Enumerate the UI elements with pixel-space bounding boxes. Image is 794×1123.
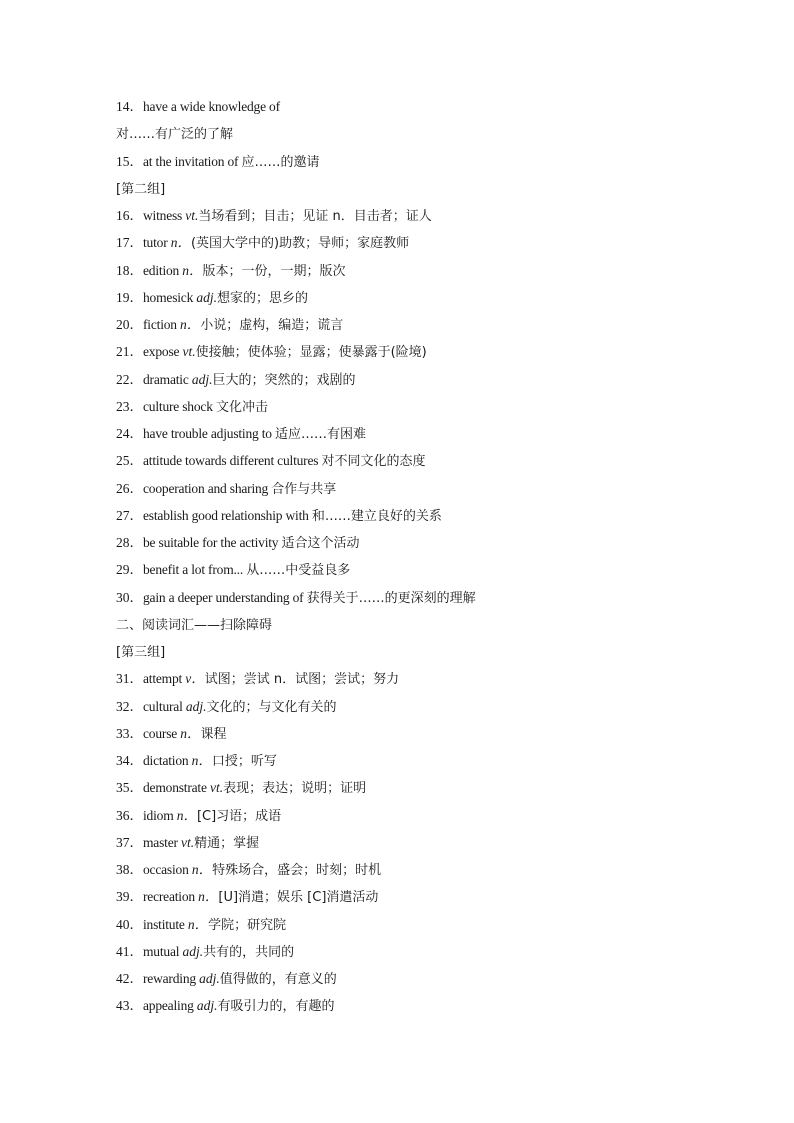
line-number: 36． xyxy=(116,807,143,823)
part-of-speech: vt. xyxy=(209,780,224,796)
part-of-speech: vt. xyxy=(180,834,195,850)
vocab-line xyxy=(116,148,756,175)
vocab-line xyxy=(116,447,756,474)
line-number: 42． xyxy=(116,971,143,986)
line-number: 38． xyxy=(116,862,143,877)
vocab-line xyxy=(116,393,756,420)
part-of-speech: n． xyxy=(191,753,212,768)
chinese-meaning: 适应……有困难 xyxy=(275,427,367,442)
chinese-meaning: 想家的；思乡的 xyxy=(216,290,308,306)
english-term: witness xyxy=(143,208,186,223)
vocab-line xyxy=(116,420,756,447)
chinese-meaning: 共有的，共同的 xyxy=(203,944,295,960)
line-number: 34． xyxy=(116,753,143,768)
vocab-line xyxy=(116,911,756,938)
english-term: occasion xyxy=(143,862,192,877)
line-number: 26． xyxy=(116,480,143,496)
line-number: 32． xyxy=(116,698,143,714)
vocab-line xyxy=(116,965,756,992)
vocab-line xyxy=(116,611,756,638)
line-number: 43． xyxy=(116,998,143,1014)
vocab-line xyxy=(116,584,756,611)
english-term: expose xyxy=(143,344,183,360)
part-of-speech: vt. xyxy=(182,344,196,360)
chinese-meaning: 小说；虚构，编造；谎言 xyxy=(200,318,344,333)
vocabulary-list xyxy=(116,93,756,1020)
vocab-line xyxy=(116,229,756,256)
english-term: dictation xyxy=(143,753,192,768)
part-of-speech: n． xyxy=(191,862,213,877)
vocab-line xyxy=(116,284,756,311)
line-number: 33． xyxy=(116,725,143,741)
line-number: 16． xyxy=(116,208,143,223)
part-of-speech: n． xyxy=(180,725,201,741)
english-term: course xyxy=(143,725,181,741)
chinese-meaning: 文化的；与文化有关的 xyxy=(206,699,337,715)
vocab-line xyxy=(116,120,756,147)
chinese-meaning: 版本；一份，一期；版次 xyxy=(202,263,346,279)
line-number: 29． xyxy=(116,562,143,578)
vocab-line xyxy=(116,883,756,910)
part-of-speech: v． xyxy=(185,671,205,687)
vocab-line xyxy=(116,257,756,284)
english-term: attitude towards different cultures xyxy=(143,453,322,469)
vocab-line xyxy=(116,529,756,556)
part-of-speech: adj. xyxy=(191,371,213,387)
part-of-speech: adj. xyxy=(182,943,204,959)
english-term: have trouble adjusting to xyxy=(143,426,276,441)
chinese-meaning: 从……中受益良多 xyxy=(246,563,351,579)
vocab-line xyxy=(116,774,756,801)
english-term: gain a deeper understanding of xyxy=(143,589,307,605)
chinese-meaning: 表现；表达；说明；证明 xyxy=(223,781,367,797)
english-term: culture shock xyxy=(143,398,216,414)
chinese-meaning: 适合这个活动 xyxy=(281,536,360,551)
english-term: institute xyxy=(143,916,188,932)
vocab-line xyxy=(116,747,756,774)
chinese-meaning: [U]消遣；娱乐 [C]消遣活动 xyxy=(218,890,379,906)
chinese-meaning: 文化冲击 xyxy=(215,399,268,415)
chinese-meaning: 获得关于……的更深刻的理解 xyxy=(306,590,476,606)
chinese-meaning: 特殊场合，盛会；时刻；时机 xyxy=(212,863,382,878)
chinese-meaning: [第二组] xyxy=(116,181,166,197)
vocab-line xyxy=(116,829,756,856)
vocab-line xyxy=(116,938,756,965)
english-term: cooperation and sharing xyxy=(143,480,272,496)
english-term: tutor xyxy=(143,235,171,251)
chinese-meaning: 对不同文化的态度 xyxy=(321,454,426,470)
line-number: 15． xyxy=(116,153,143,169)
chinese-meaning: 和……建立良好的关系 xyxy=(311,508,442,524)
vocab-line xyxy=(116,638,756,665)
chinese-meaning: 学院；研究院 xyxy=(208,917,287,933)
line-number: 30． xyxy=(116,589,143,605)
vocab-line xyxy=(116,992,756,1019)
part-of-speech: adj. xyxy=(185,698,207,714)
line-number: 35． xyxy=(116,780,143,796)
vocab-line xyxy=(116,338,756,365)
chinese-meaning: 精通；掌握 xyxy=(194,835,260,851)
line-number: 20． xyxy=(116,317,143,332)
part-of-speech: n． xyxy=(176,807,197,823)
vocab-line xyxy=(116,693,756,720)
vocab-line xyxy=(116,665,756,692)
chinese-meaning: 有吸引力的，有趣的 xyxy=(217,999,335,1015)
english-term: at the invitation of xyxy=(143,153,242,169)
part-of-speech: adj. xyxy=(199,971,220,986)
line-number: 41． xyxy=(116,943,143,959)
chinese-meaning: [C]习语；成语 xyxy=(196,808,282,824)
chinese-meaning: 对……有广泛的了解 xyxy=(116,127,234,143)
english-term: dramatic xyxy=(143,371,192,387)
vocab-line xyxy=(116,556,756,583)
vocab-line xyxy=(116,311,756,338)
english-term: master xyxy=(143,834,181,850)
chinese-meaning: 二、阅读词汇——扫除障碍 xyxy=(116,617,273,633)
english-term: attempt xyxy=(143,671,186,687)
part-of-speech: n． xyxy=(182,262,203,278)
english-term: edition xyxy=(143,262,183,278)
english-term: rewarding xyxy=(143,971,200,986)
line-number: 14． xyxy=(116,99,143,114)
chinese-meaning: [第三组] xyxy=(116,645,166,660)
part-of-speech: vt. xyxy=(185,208,199,223)
vocab-line xyxy=(116,475,756,502)
line-number: 18． xyxy=(116,262,143,278)
line-number: 25． xyxy=(116,453,143,469)
chinese-meaning: 值得做的，有意义的 xyxy=(219,972,337,987)
english-term: fiction xyxy=(143,317,181,332)
line-number: 23． xyxy=(116,398,143,414)
line-number: 31． xyxy=(116,671,143,687)
part-of-speech: n． xyxy=(170,235,191,251)
vocab-line xyxy=(116,856,756,883)
english-term: benefit a lot from... xyxy=(143,562,247,578)
line-number: 40． xyxy=(116,916,143,932)
line-number: 27． xyxy=(116,507,143,523)
english-term: mutual xyxy=(143,943,183,959)
line-number: 19． xyxy=(116,289,143,305)
english-term: cultural xyxy=(143,698,186,714)
chinese-meaning: 课程 xyxy=(200,726,227,742)
part-of-speech: n． xyxy=(198,889,219,905)
vocab-line xyxy=(116,202,756,229)
chinese-meaning: 合作与共享 xyxy=(271,481,337,497)
vocab-line xyxy=(116,720,756,747)
vocab-line xyxy=(116,802,756,829)
vocab-line xyxy=(116,175,756,202)
chinese-meaning: 当场看到；目击；见证 n．目击者；证人 xyxy=(198,209,432,224)
chinese-meaning: (英国大学中的)助教；导师；家庭教师 xyxy=(190,236,410,252)
english-term: homesick xyxy=(143,289,197,305)
line-number: 22． xyxy=(116,371,143,387)
chinese-meaning: 巨大的；突然的；戏剧的 xyxy=(212,372,356,388)
part-of-speech: n． xyxy=(180,317,201,332)
english-term: have a wide knowledge of xyxy=(143,99,280,114)
line-number: 37． xyxy=(116,834,143,850)
chinese-meaning: 使接触；使体验；显露；使暴露于(险境) xyxy=(195,345,427,361)
english-term: appealing xyxy=(143,998,197,1014)
chinese-meaning: 应……的邀请 xyxy=(241,154,320,170)
line-number: 24． xyxy=(116,426,143,441)
english-term: establish good relationship with xyxy=(143,507,312,523)
line-number: 17． xyxy=(116,235,143,251)
vocab-line xyxy=(116,366,756,393)
part-of-speech: n． xyxy=(187,916,209,932)
line-number: 39． xyxy=(116,889,143,905)
english-term: recreation xyxy=(143,889,199,905)
english-term: idiom xyxy=(143,807,177,823)
part-of-speech: adj. xyxy=(196,998,218,1014)
line-number: 28． xyxy=(116,535,143,550)
english-term: be suitable for the activity xyxy=(143,535,282,550)
vocab-line xyxy=(116,93,756,120)
line-number: 21． xyxy=(116,344,143,360)
english-term: demonstrate xyxy=(143,780,210,796)
chinese-meaning: 口授；听写 xyxy=(211,754,277,769)
part-of-speech: adj. xyxy=(196,289,217,305)
chinese-meaning: 试图；尝试 n．试图；尝试；努力 xyxy=(204,672,400,688)
vocab-line xyxy=(116,502,756,529)
